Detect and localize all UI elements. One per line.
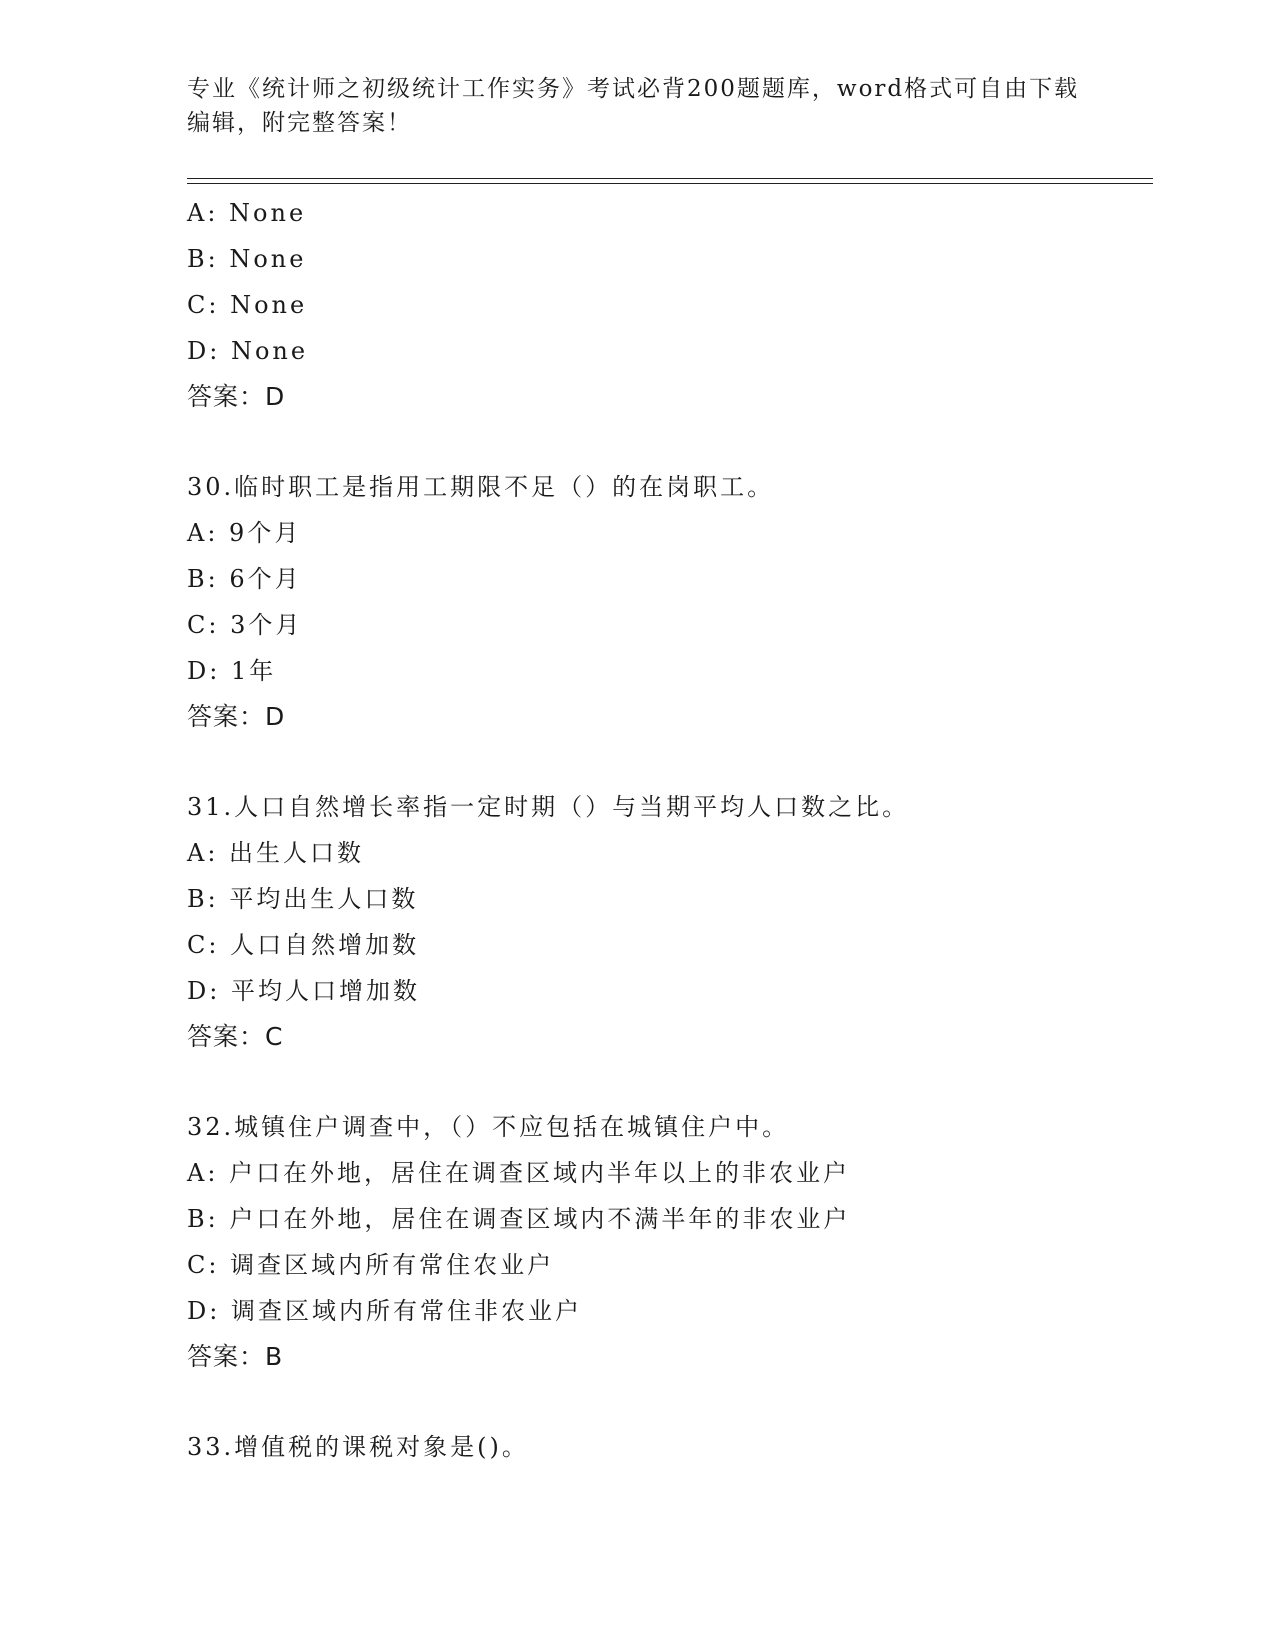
- option-a: A: 户口在外地，居住在调查区域内半年以上的非农业户: [187, 1159, 851, 1187]
- option-c: C: 3个月: [187, 611, 303, 639]
- question-block-31: [187, 784, 1153, 1060]
- question-block-29: [187, 190, 1153, 420]
- spacer: [187, 1060, 1153, 1104]
- question-block-32: [187, 1104, 1153, 1380]
- question-block-30: [187, 464, 1153, 740]
- option-b: B: 6个月: [187, 565, 302, 593]
- option-a: A: 9个月: [187, 519, 302, 547]
- option-d: D: 平均人口增加数: [187, 977, 420, 1005]
- question-text: 33.增值税的课税对象是()。: [187, 1433, 529, 1461]
- option-b: B: None: [187, 245, 307, 273]
- question-text: 31.人口自然增长率指一定时期（）与当期平均人口数之比。: [187, 793, 910, 821]
- option-c: C: 人口自然增加数: [187, 931, 420, 959]
- option-d: D: None: [187, 337, 309, 365]
- question-text: 30.临时职工是指用工期限不足（）的在岗职工。: [187, 473, 775, 501]
- answer-line: 答案：B: [187, 1342, 284, 1371]
- option-b: B: 户口在外地，居住在调查区域内不满半年的非农业户: [187, 1205, 851, 1233]
- option-d: D: 1年: [187, 657, 277, 685]
- header-line-1: 专业《统计师之初级统计工作实务》考试必背200题题库，word格式可自由下载: [187, 76, 1080, 102]
- spacer: [187, 420, 1153, 464]
- option-a: A: None: [187, 199, 307, 227]
- answer-line: 答案：C: [187, 1022, 284, 1051]
- option-a: A: 出生人口数: [187, 839, 365, 867]
- question-block-33: [187, 1424, 1153, 1470]
- header-rule-bottom: [187, 183, 1153, 184]
- header-rule-top: [187, 178, 1153, 179]
- option-d: D: 调查区域内所有常住非农业户: [187, 1297, 582, 1325]
- header-line-2: 编辑，附完整答案！: [187, 110, 412, 136]
- option-c: C: 调查区域内所有常住农业户: [187, 1251, 555, 1279]
- question-text: 32.城镇住户调查中，（）不应包括在城镇住户中。: [187, 1113, 790, 1141]
- answer-line: 答案：D: [187, 382, 286, 411]
- option-b: B: 平均出生人口数: [187, 885, 419, 913]
- spacer: [187, 1380, 1153, 1424]
- option-c: C: None: [187, 291, 308, 319]
- document-header: [187, 72, 1087, 140]
- answer-line: 答案：D: [187, 702, 286, 731]
- spacer: [187, 740, 1153, 784]
- document-body: [187, 190, 1153, 1470]
